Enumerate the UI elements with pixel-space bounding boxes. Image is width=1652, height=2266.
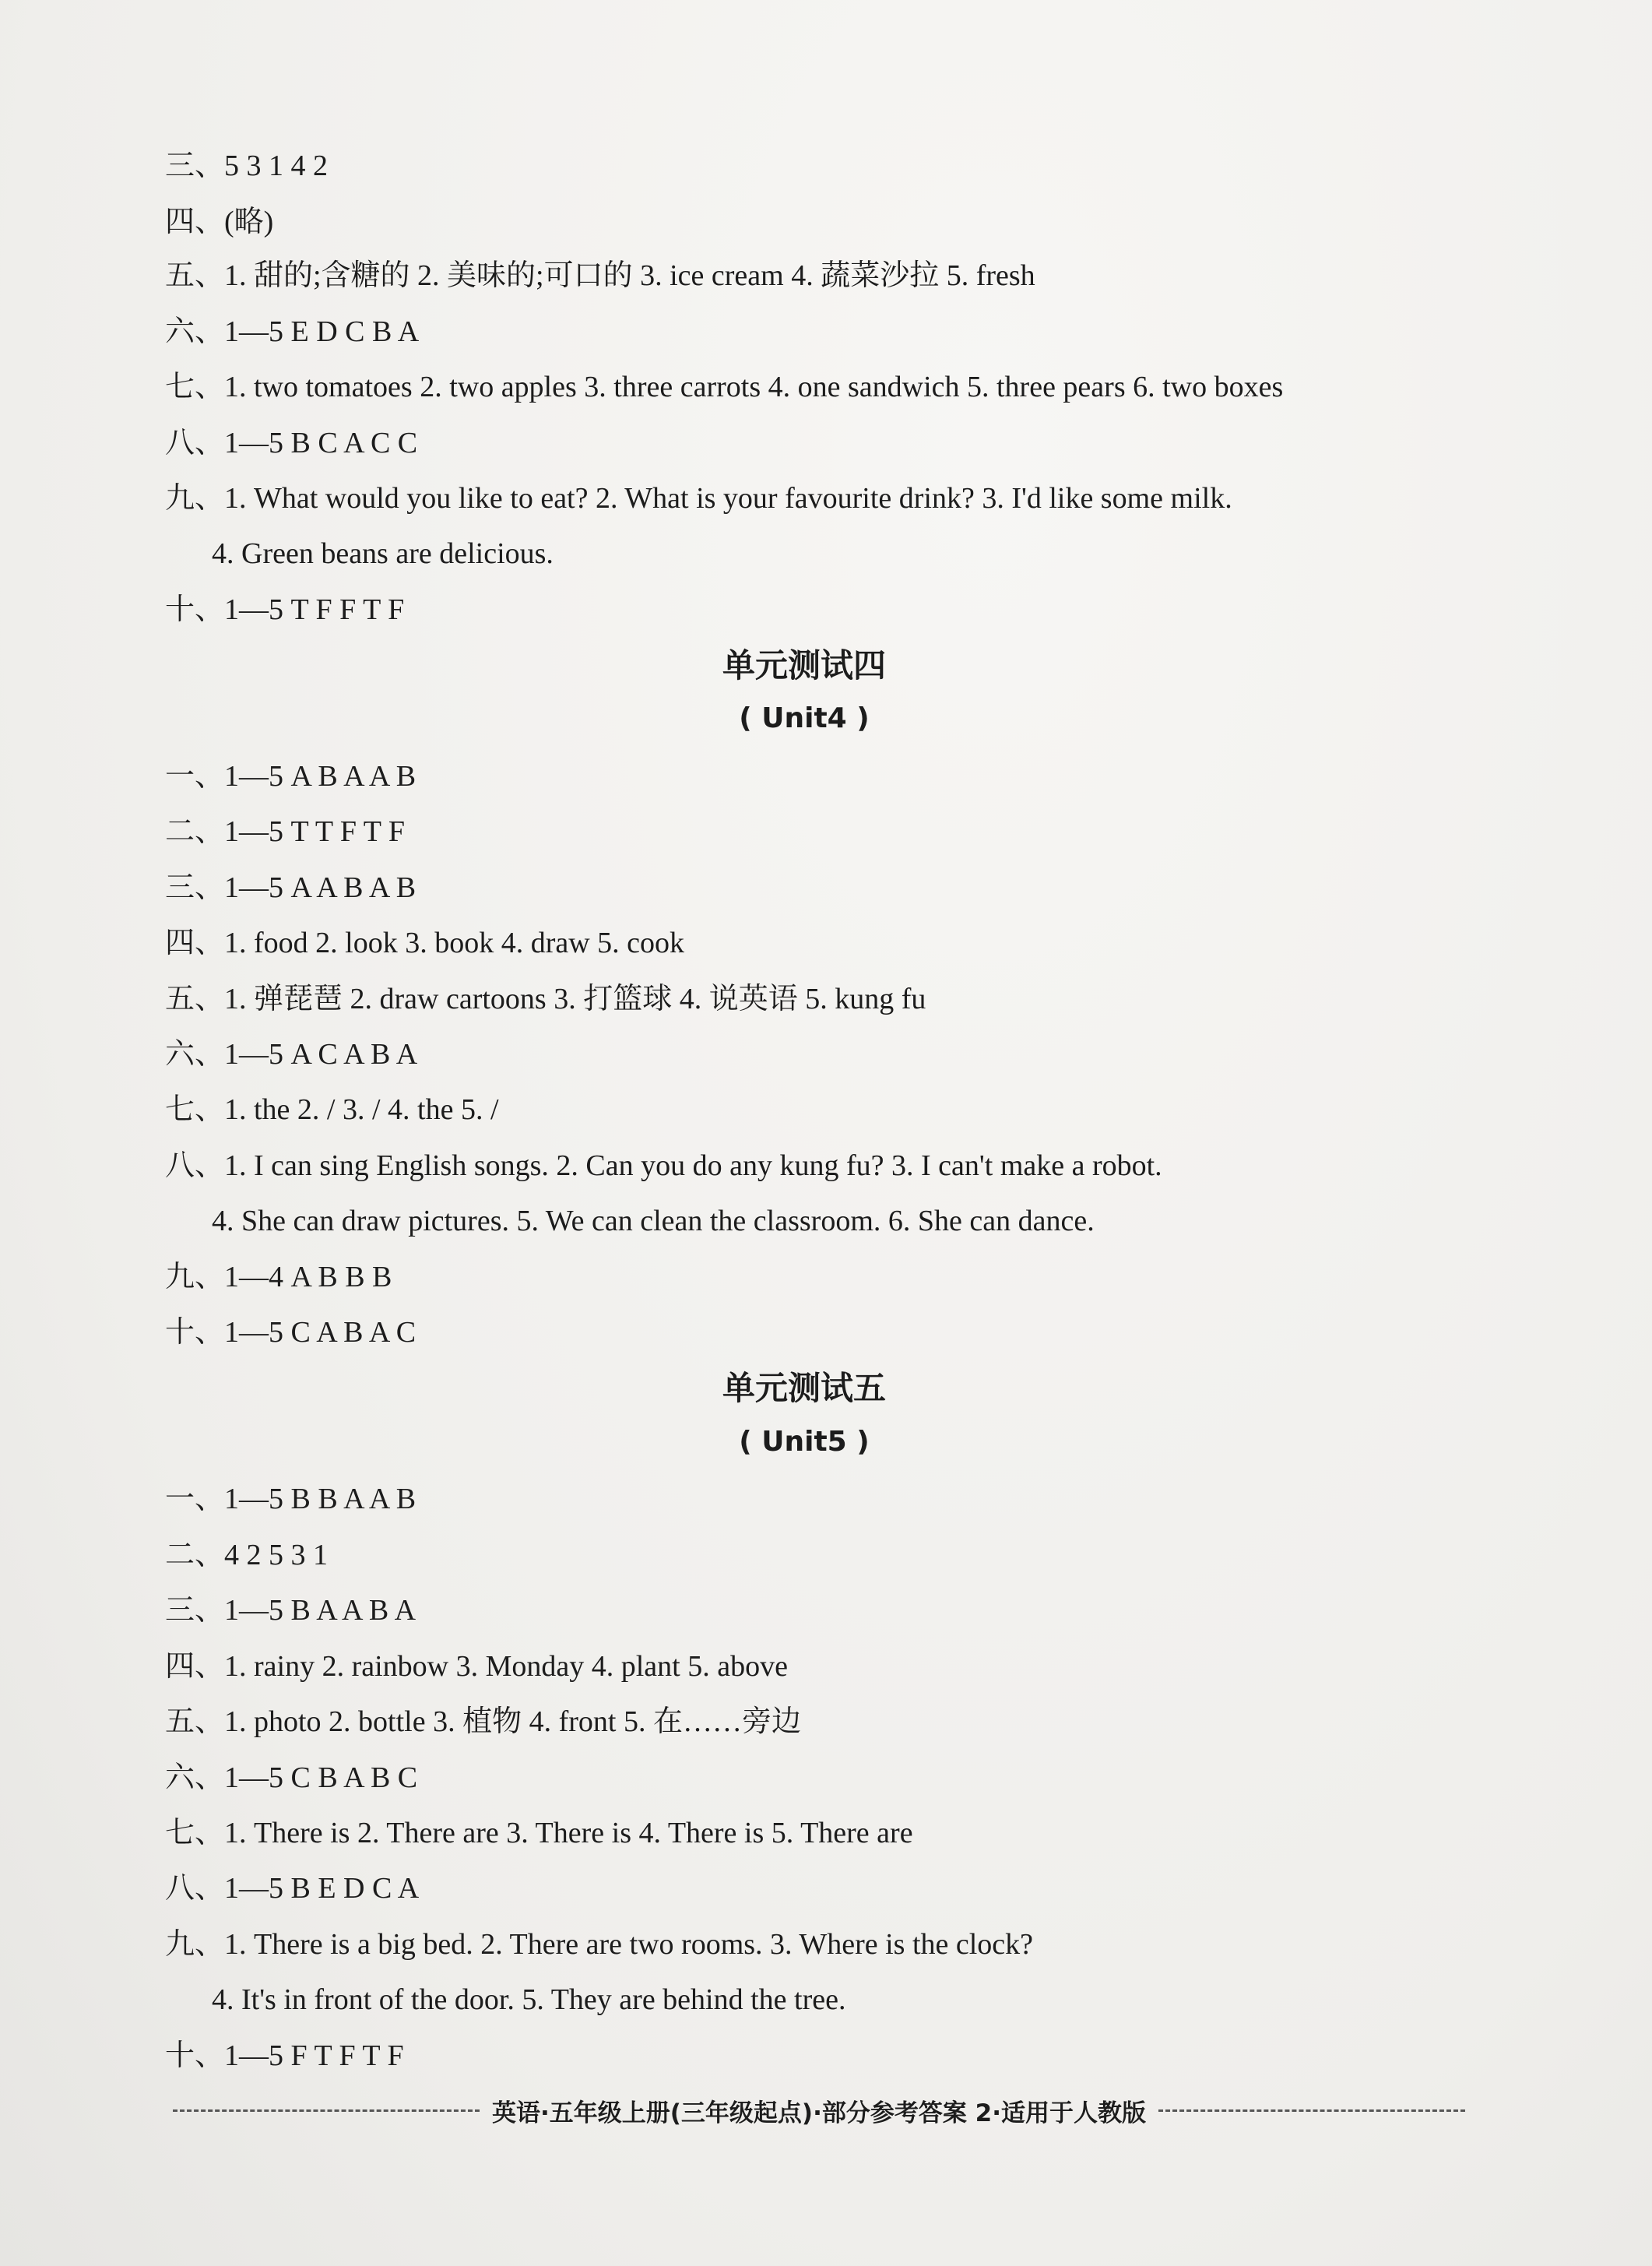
- section-title-unit4: 单元测试四: [722, 646, 886, 684]
- answer-line: 十、1—5 T F F T F: [165, 593, 405, 626]
- answer-line: 九、1—4 A B B B: [165, 1261, 392, 1293]
- answer-line: 九、1. There is a big bed. 2. There are two rooms. 3. Where is the clock?: [165, 1928, 1034, 1961]
- answer-line: 四、(略): [165, 206, 274, 238]
- answer-line: 五、1. photo 2. bottle 3. 植物 4. front 5. 在……旁边: [165, 1705, 801, 1738]
- answer-line: 三、1—5 B A A B A: [165, 1594, 417, 1627]
- answer-line: 六、1—5 A C A B A: [165, 1038, 418, 1071]
- answer-line: 十、1—5 F T F T F: [165, 2039, 404, 2072]
- answer-line: 三、1—5 A A B A B: [165, 871, 417, 904]
- answer-line: 四、1. food 2. look 3. book 4. draw 5. cook: [165, 927, 685, 959]
- page-footer: [173, 2093, 1465, 2128]
- answer-line: 一、1—5 A B A A B: [165, 760, 417, 793]
- section-subtitle-unit4: ( Unit4 ): [739, 702, 870, 734]
- answer-line: 八、1—5 B C A C C: [165, 427, 418, 459]
- section-subtitle-unit5: ( Unit5 ): [739, 1426, 870, 1458]
- answer-line: 五、1. 弹琵琶 2. draw cartoons 3. 打篮球 4. 说英语 5. kung fu: [165, 983, 926, 1015]
- answer-line: 七、1. There is 2. There are 3. There is 4. There is 5. There are: [165, 1817, 913, 1849]
- answer-line: 一、1—5 B B A A B: [165, 1483, 417, 1515]
- answer-line: 八、1. I can sing English songs. 2. Can you do any kung fu? 3. I can't make a robot.: [165, 1149, 1162, 1182]
- answer-line: 七、1. two tomatoes 2. two apples 3. three carrots 4. one sandwich 5. three pears 6. two boxes: [165, 371, 1284, 403]
- answer-line: 4. Green beans are delicious.: [212, 537, 554, 570]
- answer-line: 五、1. 甜的;含糖的 2. 美味的;可口的 3. ice cream 4. 蔬菜沙拉 5. fresh: [165, 259, 1035, 292]
- footer-divider-left: [173, 2109, 480, 2112]
- answer-line: 七、1. the 2. / 3. / 4. the 5. /: [165, 1093, 499, 1126]
- section-title-unit5: 单元测试五: [722, 1369, 886, 1407]
- answer-line: 二、1—5 T T F T F: [165, 815, 405, 848]
- answer-line: 十、1—5 C A B A C: [165, 1316, 417, 1349]
- answer-line: 四、1. rainy 2. rainbow 3. Monday 4. plant 5. above: [165, 1650, 788, 1683]
- answer-line: 4. It's in front of the door. 5. They are behind the tree.: [212, 1983, 846, 2016]
- footer-text: 英语·五年级上册(三年级起点)·部分参考答案 2·适用于人教版: [491, 2099, 1147, 2127]
- footer-divider-right: [1158, 2109, 1465, 2112]
- answer-line: 八、1—5 B E D C A: [165, 1872, 420, 1905]
- answer-line: 二、4 2 5 3 1: [165, 1539, 329, 1571]
- answer-line: 六、1—5 C B A B C: [165, 1761, 418, 1794]
- answer-line: 九、1. What would you like to eat? 2. What is your favourite drink? 3. I'd like some milk.: [165, 482, 1232, 515]
- answer-line: 三、5 3 1 4 2: [165, 150, 329, 182]
- answer-line: 六、1—5 E D C B A: [165, 315, 420, 348]
- answer-line: 4. She can draw pictures. 5. We can clean the classroom. 6. She can dance.: [212, 1205, 1095, 1237]
